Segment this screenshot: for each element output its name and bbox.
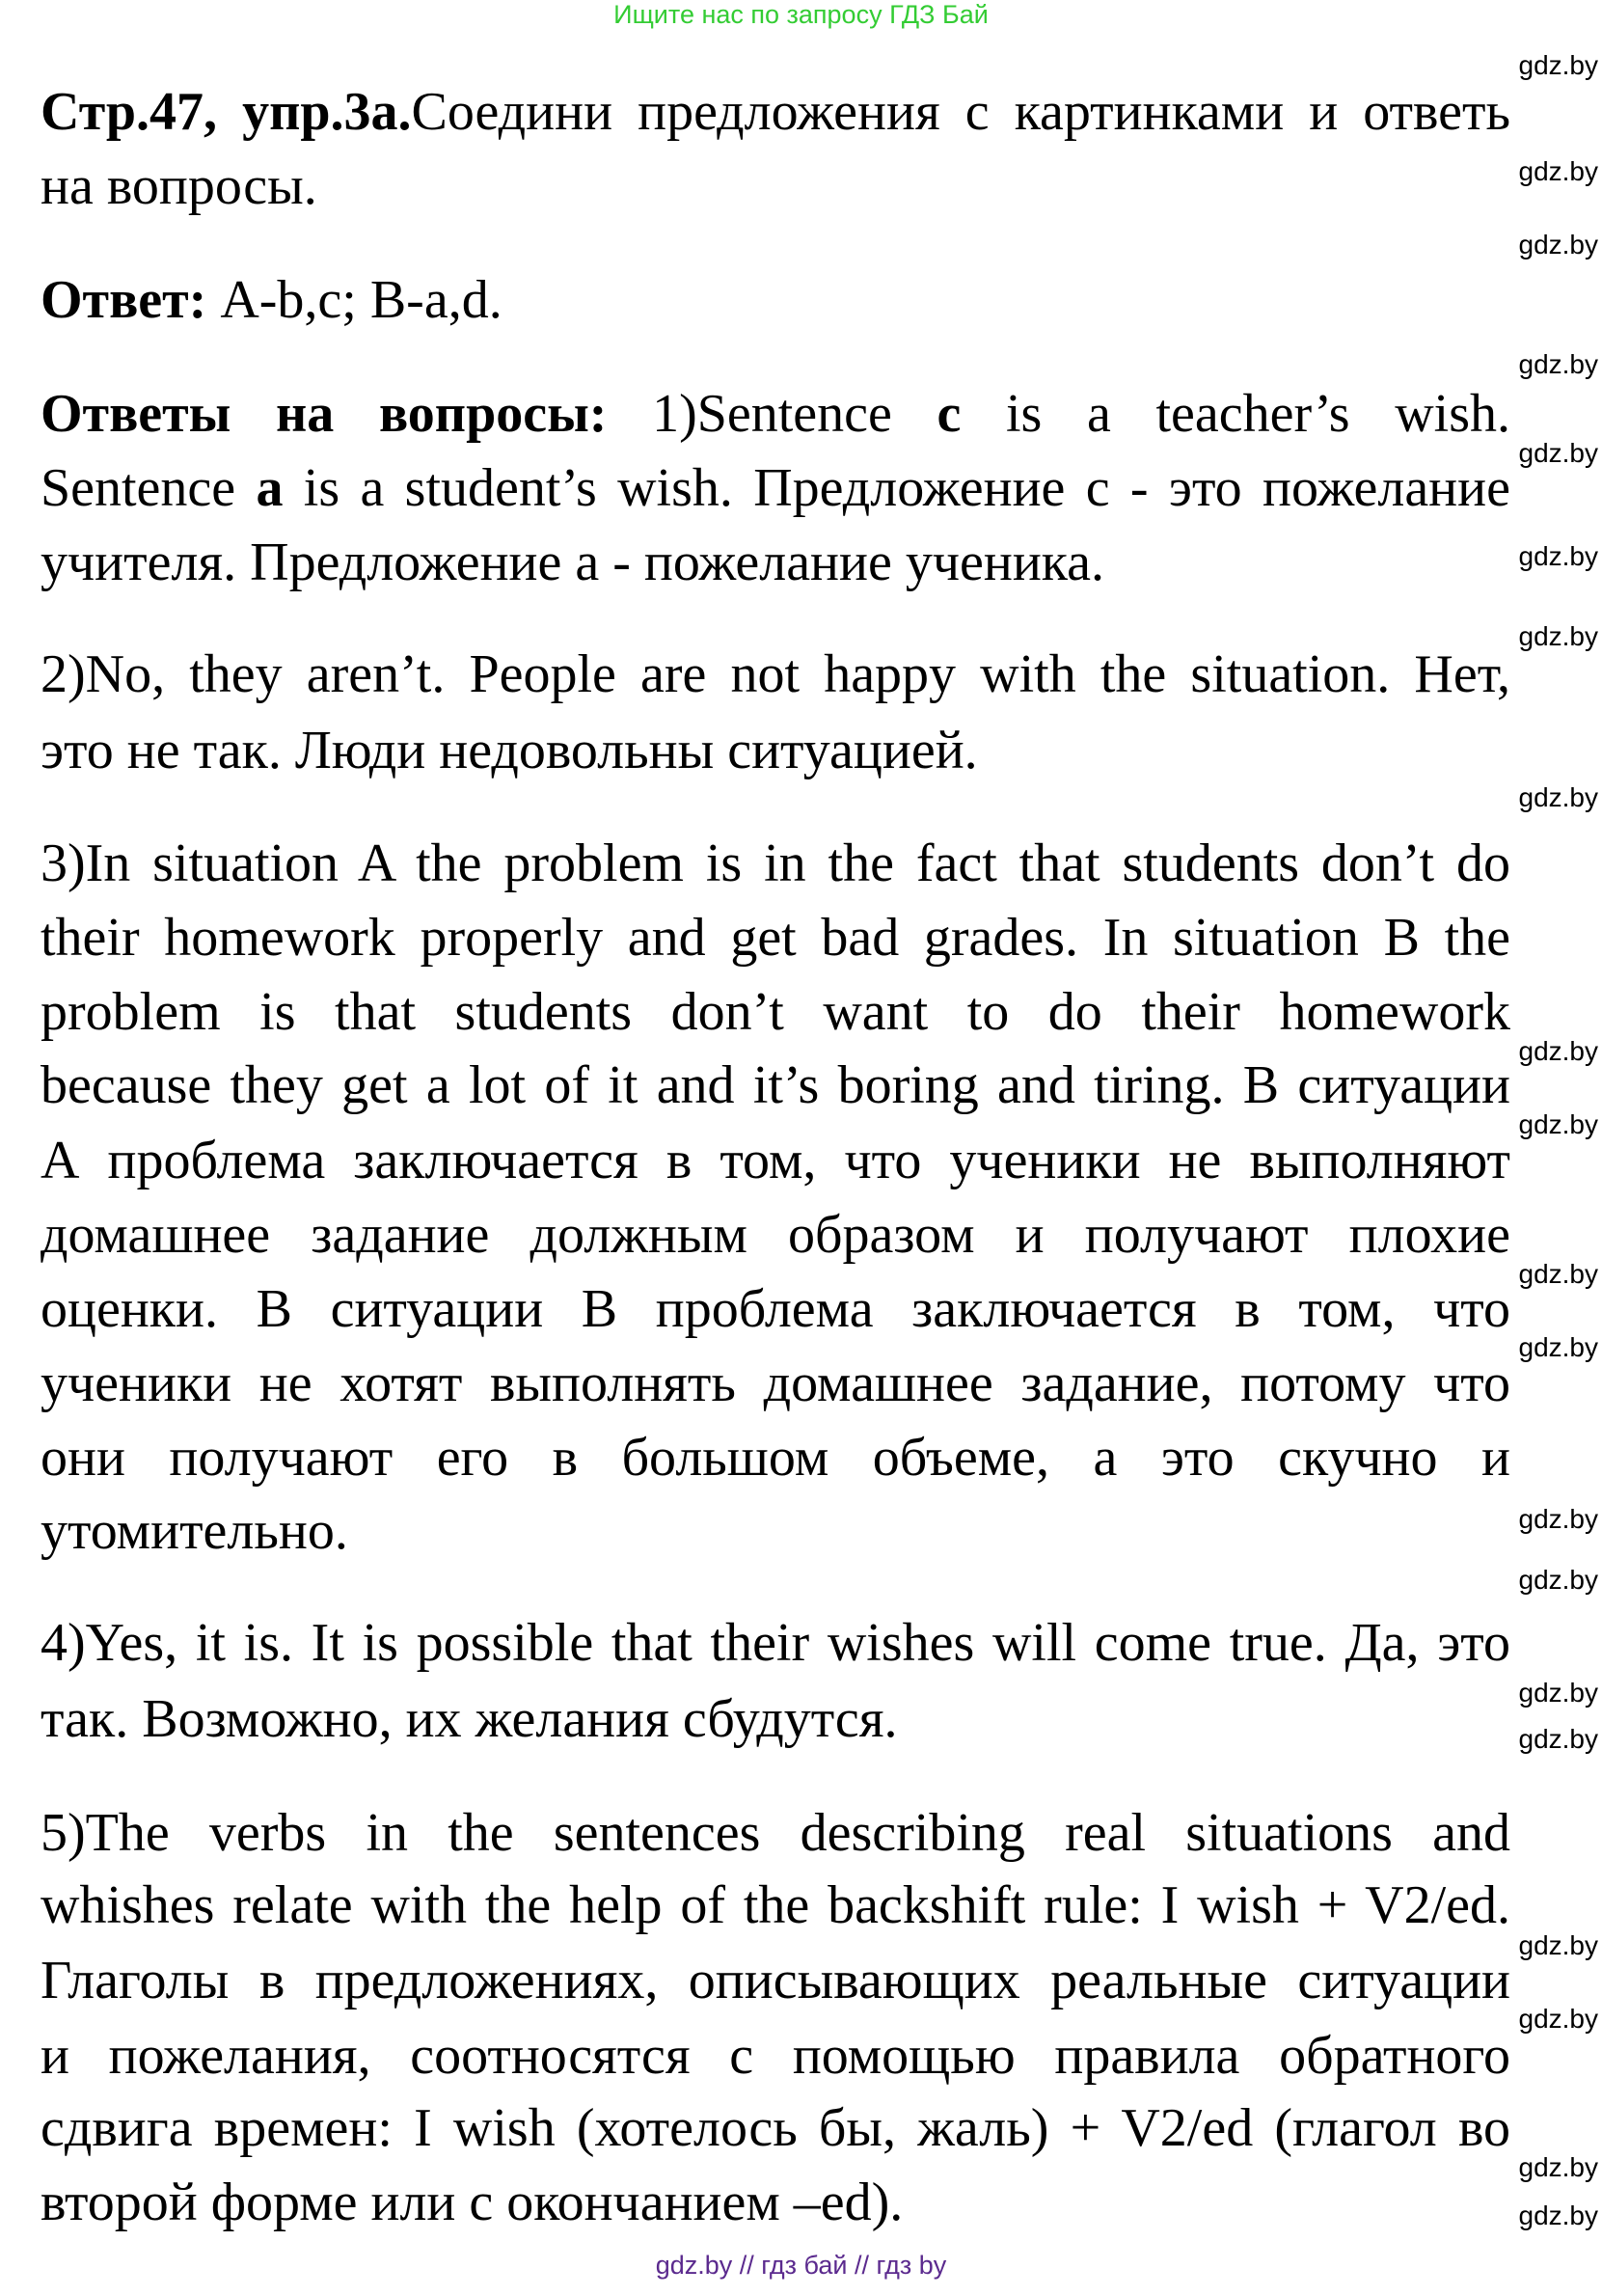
bold-text: Стр.47, упр.3а.	[41, 82, 412, 142]
text-line	[41, 1204, 1510, 1266]
watermark-gdz: gdz.by	[1518, 2200, 1598, 2230]
watermark-gdz: gdz.by	[1518, 1565, 1598, 1596]
watermark-gdz: gdz.by	[1518, 1930, 1598, 1961]
watermark-gdz: gdz.by	[1518, 437, 1598, 468]
text-run: они получают его в большом объеме, а это скучно и	[41, 1428, 1510, 1488]
text-line	[41, 720, 978, 781]
text-line	[41, 1612, 1510, 1674]
text-run: whishes relate with the help of the backshift rule: I wish + V2/ed.	[41, 1875, 1510, 1935]
text-line	[41, 457, 1510, 519]
text-run: второй форме или с окончанием –ed).	[41, 2173, 904, 2232]
text-run: their homework properly and get bad grades. In situation B the	[41, 908, 1510, 968]
bold-text: Ответ:	[41, 270, 221, 330]
bold-text: a	[256, 458, 284, 518]
text-line	[41, 1874, 1510, 1936]
footer-links[interactable]: gdz.by // гдз бай // гдз by	[655, 2251, 947, 2280]
text-line	[41, 907, 1510, 969]
text-run: домашнее задание должным образом и получают плохие	[41, 1205, 1510, 1265]
watermark-gdz: gdz.by	[1518, 1259, 1598, 1290]
text-line	[41, 2172, 903, 2233]
watermark-gdz: gdz.by	[1518, 1036, 1598, 1067]
watermark-gdz: gdz.by	[1518, 1677, 1598, 1708]
text-line	[41, 81, 1510, 143]
text-run: 1)Sentence	[607, 384, 937, 444]
text-run: ученики не хотят выполнять домашнее задание, потому что	[41, 1353, 1510, 1413]
text-run: is a teacher’s wish.	[961, 384, 1510, 444]
text-line	[41, 643, 1510, 705]
text-run: оценки. В ситуации В проблема заключается в том, что	[41, 1279, 1510, 1339]
text-run: problem is that students don’t want to do their homework	[41, 982, 1510, 1042]
text-run: учителя. Предложение а - пожелание ученика.	[41, 533, 1105, 592]
search-banner[interactable]: Ищите нас по запросу ГДЗ Бай	[613, 0, 989, 29]
text-run: 2)No, they aren’t. People are not happy with the situation. Нет,	[41, 644, 1510, 704]
text-run: А проблема заключается в том, что ученики не выполняют	[41, 1131, 1510, 1190]
watermark-gdz: gdz.by	[1518, 1723, 1598, 1754]
watermark-gdz: gdz.by	[1518, 49, 1598, 80]
text-run: Sentence	[41, 458, 257, 518]
watermark-gdz: gdz.by	[1518, 1503, 1598, 1534]
text-line	[41, 383, 1510, 445]
text-run: Глаголы в предложениях, описывающих реальные ситуации	[41, 1951, 1510, 2010]
text-line	[41, 269, 502, 331]
text-line	[41, 1427, 1510, 1489]
watermark-gdz: gdz.by	[1518, 348, 1598, 379]
text-line	[41, 2097, 1510, 2159]
text-run: это не так. Люди недовольны ситуацией.	[41, 721, 978, 780]
text-run: 5)The verbs in the sentences describing real situations and	[41, 1803, 1510, 1863]
watermark-gdz: gdz.by	[1518, 540, 1598, 571]
text-line	[41, 532, 1104, 593]
text-run: because they get a lot of it and it’s boring and tiring. В ситуации	[41, 1055, 1510, 1115]
text-run: is a student’s wish. Предложение с - это пожелание	[283, 458, 1510, 518]
bold-text: c	[937, 384, 962, 444]
watermark-gdz: gdz.by	[1518, 782, 1598, 813]
text-run: так. Возможно, их желания сбудутся.	[41, 1689, 898, 1749]
watermark-gdz: gdz.by	[1518, 229, 1598, 260]
text-line	[41, 833, 1510, 894]
watermark-gdz: gdz.by	[1518, 2003, 1598, 2034]
text-line	[41, 1950, 1510, 2011]
text-run: 3)In situation A the problem is in the fact that students don’t do	[41, 834, 1510, 893]
text-line	[41, 1353, 1510, 1414]
text-line	[41, 1688, 898, 1750]
text-line	[41, 155, 317, 217]
watermark-gdz: gdz.by	[1518, 156, 1598, 187]
text-run: A-b,c; B-a,d.	[220, 270, 502, 330]
text-line	[41, 1054, 1510, 1116]
text-run: утомительно.	[41, 1501, 348, 1561]
watermark-gdz: gdz.by	[1518, 620, 1598, 651]
text-run: Соедини предложения с картинками и ответь	[411, 82, 1510, 142]
watermark-gdz: gdz.by	[1518, 1331, 1598, 1362]
text-run: сдвига времен: I wish (хотелось бы, жаль) + V2/ed (глагол во	[41, 2098, 1510, 2158]
text-line	[41, 981, 1510, 1043]
text-line	[41, 1802, 1510, 1864]
text-line	[41, 1130, 1510, 1191]
bold-text: Ответы на вопросы:	[41, 384, 608, 444]
watermark-gdz: gdz.by	[1518, 2151, 1598, 2182]
text-run: на вопросы.	[41, 156, 317, 216]
text-line	[41, 2025, 1510, 2087]
watermark-gdz: gdz.by	[1518, 1108, 1598, 1139]
text-run: 4)Yes, it is. It is possible that their wishes will come true. Да, это	[41, 1613, 1510, 1673]
text-line	[41, 1278, 1510, 1340]
text-run: и пожелания, соотносятся с помощью правила обратного	[41, 2026, 1510, 2086]
text-line	[41, 1500, 348, 1562]
